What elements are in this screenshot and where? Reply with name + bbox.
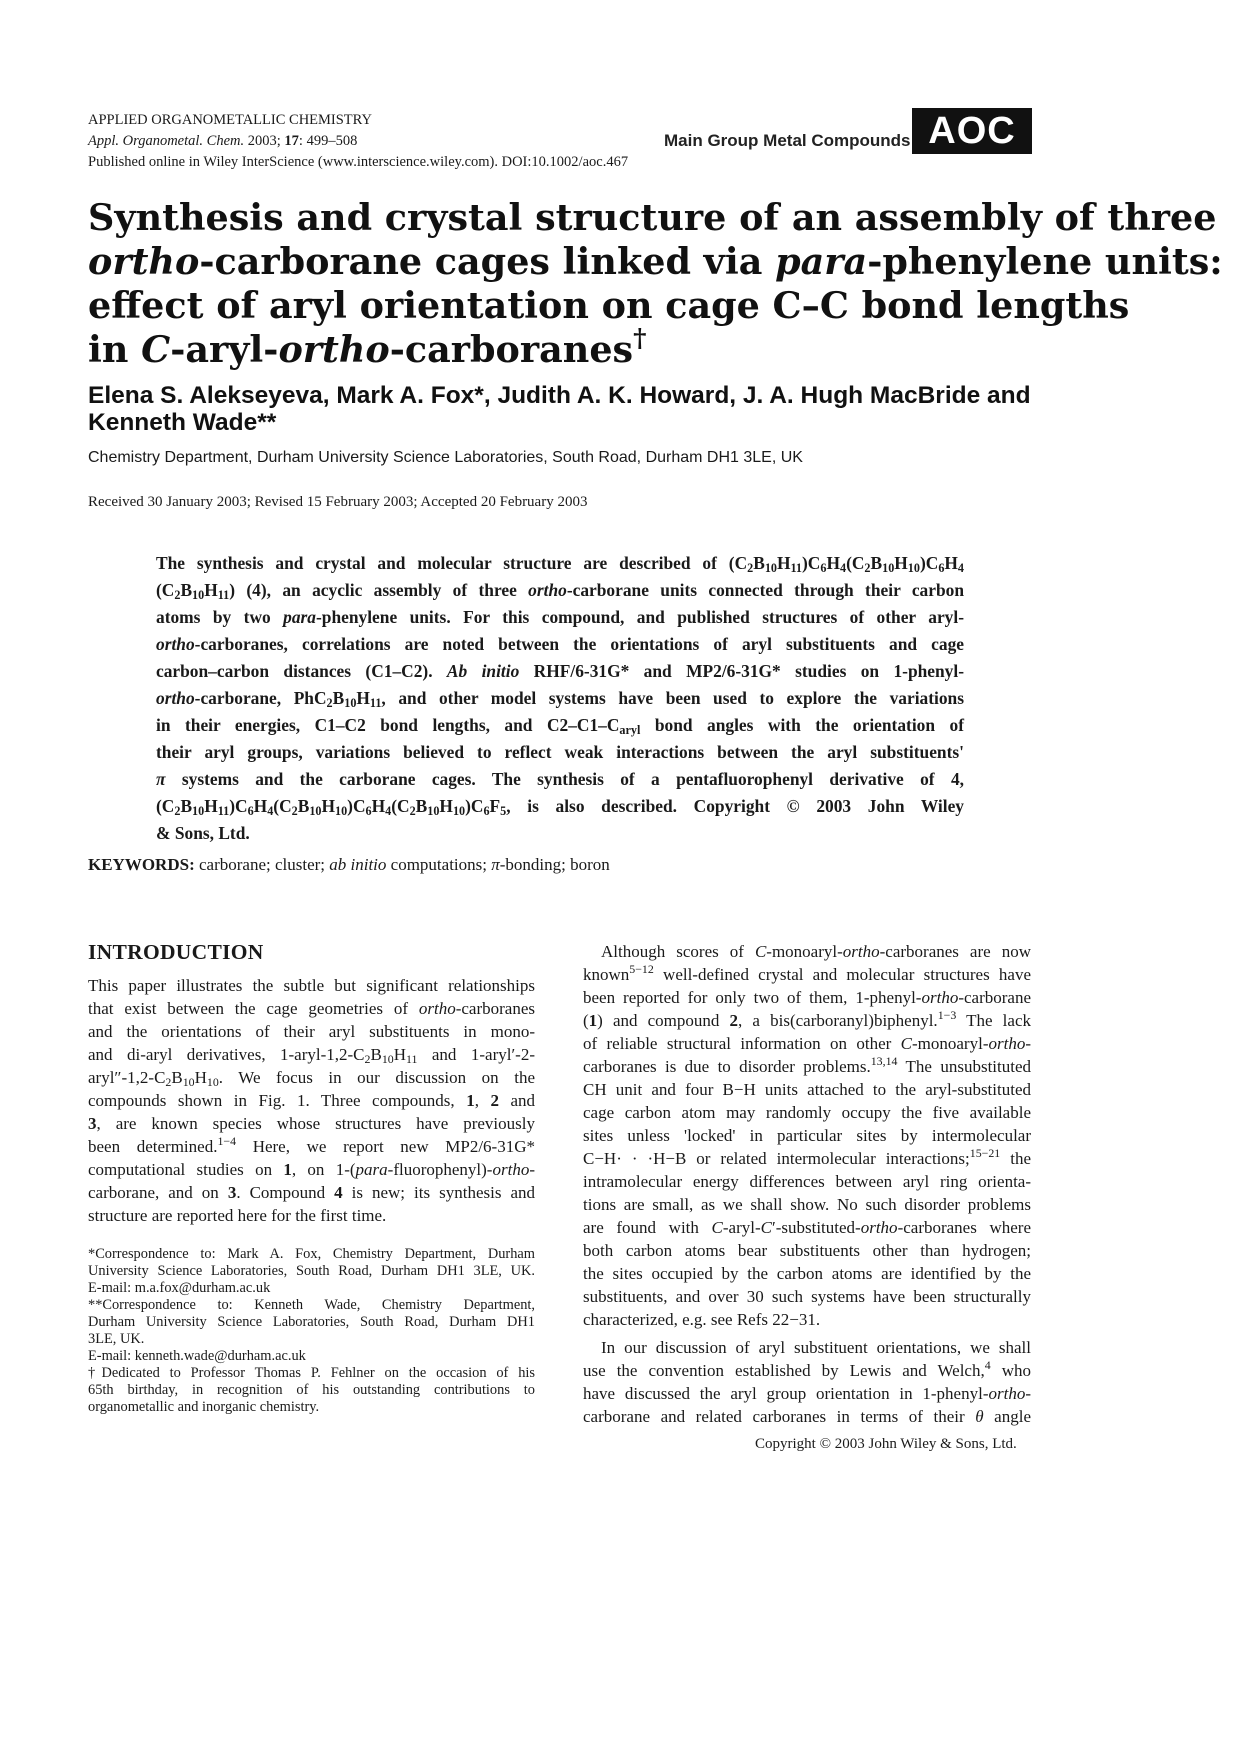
body-line: $aryl''-1,2-C_2B_{10}H_{10}$. We focus in our discussion on the <box>88 1068 535 1089</box>
footnote-line: *Correspondence to: Mark A. Fox, Chemistry Department, Durham <box>88 1246 535 1262</box>
body-line: been determined.$^{1-4}$ Here, we report new MP2/6-31G* <box>88 1133 535 1156</box>
body-line: 3, are known species whose structures have previously <box>88 1114 535 1133</box>
footnote-line: Durham University Science Laboratories, South Road, Durham DH1 <box>88 1314 535 1330</box>
body-line: the sites occupied by the carbon atoms are identified by the <box>583 1264 1031 1283</box>
abstract-line: atoms by two para-phenylene units. For this compound, and published structures of other aryl- <box>156 607 964 627</box>
abstract-line: $(C_2B_{10}H_{11})C_6H_4(C_2B_{10}H_{10})C_6H_4(C_2B_{10}H_{10})C_6F_5$, is also described. Copyright © 2003 John Wiley <box>156 796 964 819</box>
introduction-left-column <box>88 974 535 1227</box>
footnote-line: E-mail: m.a.fox@durham.ac.uk <box>88 1280 271 1296</box>
citation: Appl. Organometal. Chem. 2003; 17: 499–508 <box>88 133 358 149</box>
received-dates: Received 30 January 2003; Revised 15 February 2003; Accepted 20 February 2003 <box>88 494 588 510</box>
abstract-line: $(C_2B_{10}H_{11})$ (4), an acyclic assembly of three ortho-carborane units connected through their carbon <box>156 580 965 603</box>
body-line: and di-aryl derivatives, $1-aryl-1,2-C_2B_{10}H_{11}$ and 1-aryl′-2- <box>88 1045 535 1066</box>
body-line: intramolecular energy differences between aryl ring orienta- <box>583 1172 1031 1191</box>
section-heading-introduction: INTRODUCTION <box>88 940 264 964</box>
body-line: of reliable structural information on other C-monoaryl-ortho- <box>583 1034 1031 1053</box>
body-line: substituents, and over 30 such systems have been structurally <box>583 1287 1031 1306</box>
body-line: sites unless 'locked' in particular sites by intermolecular <box>583 1126 1031 1145</box>
body-line: both carbon atoms bear substituents other than hydrogen; <box>583 1241 1031 1260</box>
keywords: KEYWORDS: carborane; cluster; ab initio computations; π-bonding; boron <box>88 855 610 874</box>
footnote-line: E-mail: kenneth.wade@durham.ac.uk <box>88 1348 306 1364</box>
body-line: Although scores of C-monoaryl-ortho-carboranes are now <box>601 942 1031 961</box>
body-line: have discussed the aryl group orientation in 1-phenyl-ortho- <box>583 1384 1031 1403</box>
footnote-line: University Science Laboratories, South Road, Durham DH1 3LE, UK. <box>88 1263 535 1279</box>
title-line: ortho-carborane cages linked via para-phenylene units: <box>88 240 1223 283</box>
abstract-line: π systems and the carborane cages. The synthesis of a pentafluorophenyl derivative of 4, <box>156 769 964 789</box>
abstract-line: in their energies, C1–C2 bond lengths, and $C2-C1-C_{aryl}$ bond angles with the orientation of <box>156 715 964 738</box>
article-title <box>88 196 1223 372</box>
body-line: In our discussion of aryl substituent orientations, we shall <box>601 1338 1031 1357</box>
footnote-line: organometallic and inorganic chemistry. <box>88 1399 320 1415</box>
authors: Elena S. Alekseyeva, Mark A. Fox*, Judith A. K. Howard, J. A. Hugh MacBride and Kenneth Wade** <box>88 382 1031 436</box>
journal-name: APPLIED ORGANOMETALLIC CHEMISTRY <box>88 112 373 128</box>
body-line: carboranes is due to disorder problems.$^{13,14}$ The unsubstituted <box>583 1053 1032 1076</box>
abstract-line: ortho-carborane, $PhC_2B_{10}H_{11}$, and other model systems have been used to explore the variations <box>156 688 964 711</box>
footnote-line: 3LE, UK. <box>88 1331 145 1347</box>
body-line: are found with C-aryl-C′-substituted-ortho-carboranes where <box>583 1218 1032 1237</box>
footnotes <box>88 1246 535 1416</box>
abstract-line: ortho-carboranes, correlations are noted between the orientations of aryl substituents and cage <box>156 634 964 654</box>
footnote-line: †Dedicated to Professor Thomas P. Fehlner on the occasion of his <box>88 1365 535 1381</box>
keywords-label: KEYWORDS: <box>88 855 195 874</box>
abstract-line: their aryl groups, variations believed to reflect weak interactions between the aryl substituents' <box>156 742 964 762</box>
section-label: Main Group Metal Compounds <box>664 131 911 150</box>
introduction-right-column <box>583 940 1031 1428</box>
abstract-line: The synthesis and crystal and molecular structure are described of $(C_2B_{10}H_{11})C_6H_4(C_2B_{10}H_{10})C_6H_4$ <box>156 553 964 576</box>
body-line: (1) and compound 2, a bis(carboranyl)biphenyl.$^{1-3}$ The lack <box>583 1007 1031 1030</box>
footnote-line: **Correspondence to: Kenneth Wade, Chemistry Department, <box>88 1297 535 1313</box>
abstract-line: carbon–carbon distances (C1–C2). Ab initio RHF/6-31G* and MP2/6-31G* studies on 1-phenyl- <box>156 661 964 681</box>
body-line: use the convention established by Lewis and Welch,$^4$ who <box>583 1357 1031 1380</box>
abstract <box>156 550 964 847</box>
body-line: cage carbon atom may randomly occupy the five available <box>583 1103 1031 1122</box>
body-line: carborane, and on 3. Compound 4 is new; its synthesis and <box>88 1183 535 1202</box>
footnote-line: 65th birthday, in recognition of his outstanding contributions to <box>88 1382 535 1398</box>
title-line: in C-aryl-ortho-carboranes† <box>88 323 647 371</box>
body-line: This paper illustrates the subtle but significant relationships <box>88 976 535 995</box>
body-line: carborane and related carboranes in terms of their θ angle <box>583 1407 1031 1426</box>
body-line: computational studies on 1, on 1-(para-fluorophenyl)-ortho- <box>88 1160 535 1179</box>
affiliation: Chemistry Department, Durham University Science Laboratories, South Road, Durham DH1 3LE, UK <box>88 449 803 466</box>
body-line: been reported for only two of them, 1-phenyl-ortho-carborane <box>583 988 1031 1007</box>
page-copyright: Copyright © 2003 John Wiley & Sons, Ltd. <box>755 1436 1017 1452</box>
title-line: effect of aryl orientation on cage C–C bond lengths <box>88 284 1130 327</box>
body-line: characterized, e.g. see Refs 22−31. <box>583 1310 821 1329</box>
body-line: CH unit and four B−H units attached to the aryl-substituted <box>583 1080 1031 1099</box>
journal-badge: AOC <box>912 108 1032 154</box>
body-line: known$^{5-12}$ well-defined crystal and molecular structures have <box>583 961 1031 984</box>
body-line: structure are reported here for the first time. <box>88 1206 387 1225</box>
published-online: Published online in Wiley InterScience (www.interscience.wiley.com). DOI:10.1002/aoc.467 <box>88 154 629 170</box>
title-line: Synthesis and crystal structure of an assembly of three <box>88 196 1217 239</box>
body-line: compounds shown in Fig. 1. Three compounds, 1, 2 and <box>88 1091 536 1110</box>
abstract-line: & Sons, Ltd. <box>156 823 250 843</box>
body-line: that exist between the cage geometries of ortho-carboranes <box>88 999 535 1018</box>
body-line: and the orientations of their aryl substituents in mono- <box>88 1022 535 1041</box>
body-line: tions are small, as we shall show. No such disorder problems <box>583 1195 1031 1214</box>
body-line: C−H· · ·H−B or related intermolecular interactions;$^{15-21}$ the <box>583 1145 1031 1168</box>
